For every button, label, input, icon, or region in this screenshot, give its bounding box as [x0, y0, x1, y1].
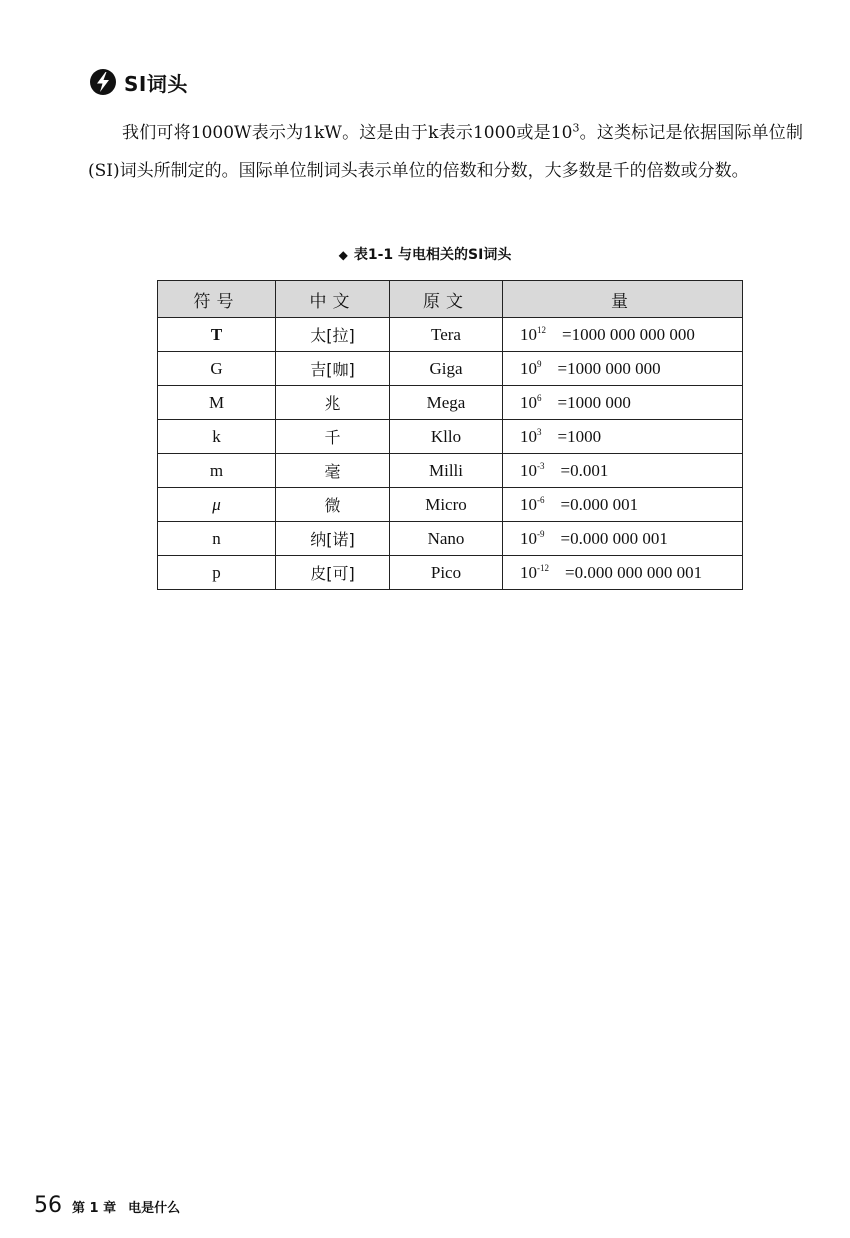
power-base: 10 — [520, 494, 537, 514]
lightning-bolt-icon — [88, 67, 118, 97]
caption-text: 表1-1 与电相关的SI词头 — [353, 247, 512, 263]
cell-quantity — [503, 352, 743, 386]
power-exponent: 12 — [537, 324, 546, 335]
power-base: 10 — [520, 324, 537, 344]
cell-symbol: m — [158, 454, 276, 488]
power-base: 10 — [520, 358, 537, 378]
table-row — [158, 454, 743, 488]
table-row — [158, 488, 743, 522]
cell-quantity — [503, 454, 743, 488]
table-caption — [0, 244, 850, 264]
section-heading — [88, 62, 188, 102]
cell-original: Tera — [390, 318, 503, 352]
cell-chinese: 吉[咖] — [276, 352, 390, 386]
quantity-value: =0.000 000 000 001 — [565, 562, 703, 582]
quantity-value: =0.000 000 001 — [560, 528, 668, 548]
cell-chinese: 千 — [276, 420, 390, 454]
cell-original: Micro — [390, 488, 503, 522]
cell-chinese: 皮[可] — [276, 556, 390, 590]
cell-original: Nano — [390, 522, 503, 556]
power-exponent: 3 — [537, 426, 542, 437]
cell-original: Mega — [390, 386, 503, 420]
cell-quantity — [503, 420, 743, 454]
cell-symbol: M — [158, 386, 276, 420]
cell-chinese: 微 — [276, 488, 390, 522]
cell-symbol: μ — [158, 488, 276, 522]
cell-chinese: 毫 — [276, 454, 390, 488]
cell-quantity — [503, 318, 743, 352]
header-quantity: 量 — [503, 281, 743, 318]
power-base: 10 — [520, 392, 537, 412]
chapter-label: 第 1 章 — [72, 1201, 117, 1216]
cell-symbol: p — [158, 556, 276, 590]
power-base: 10 — [520, 562, 537, 582]
table-row — [158, 420, 743, 454]
cell-chinese: 太[拉] — [276, 318, 390, 352]
power-exponent: 9 — [537, 358, 542, 369]
table-row — [158, 318, 743, 352]
chapter-title: 电是什么 — [128, 1201, 181, 1216]
cell-quantity — [503, 488, 743, 522]
quantity-value: =1000 000 — [557, 392, 631, 412]
cell-quantity — [503, 522, 743, 556]
cell-original: Giga — [390, 352, 503, 386]
page-footer — [34, 1193, 180, 1218]
quantity-value: =1000 000 000 — [557, 358, 661, 378]
table-row — [158, 556, 743, 590]
cell-chinese: 纳[诺] — [276, 522, 390, 556]
power-exponent: -6 — [537, 494, 545, 505]
cell-quantity — [503, 556, 743, 590]
power-exponent: -3 — [537, 460, 545, 471]
cell-symbol: T — [158, 318, 276, 352]
power-exponent: -9 — [537, 528, 545, 539]
cell-chinese: 兆 — [276, 386, 390, 420]
header-chinese: 中文 — [276, 281, 390, 318]
table-row — [158, 352, 743, 386]
power-base: 10 — [520, 460, 537, 480]
cell-symbol: n — [158, 522, 276, 556]
quantity-value: =0.000 001 — [560, 494, 639, 514]
section-title: SI词头 — [124, 71, 188, 96]
cell-quantity — [503, 386, 743, 420]
body-text-part1: 我们可将1000W表示为1kW。这是由于k表示1000或是10 — [122, 123, 573, 143]
caption-diamond-icon: ◆ — [338, 248, 348, 262]
body-text-part2: 。这类标记是依据国际单位制(SI)词头所制定的。国际单位制词头表示单位的倍数和分数，大多数是千的倍数或分数。 — [88, 123, 804, 181]
cell-original: Milli — [390, 454, 503, 488]
quantity-value: =1000 000 000 000 — [562, 324, 695, 344]
body-exponent: 3 — [572, 121, 580, 135]
power-exponent: -12 — [537, 562, 549, 573]
cell-original: Pico — [390, 556, 503, 590]
cell-original: Kllo — [390, 420, 503, 454]
page-number: 56 — [34, 1193, 62, 1218]
table-row — [158, 522, 743, 556]
table-header-row — [158, 281, 743, 318]
quantity-value: =0.001 — [560, 460, 609, 480]
power-base: 10 — [520, 426, 537, 446]
header-symbol: 符号 — [158, 281, 276, 318]
cell-symbol: k — [158, 420, 276, 454]
cell-symbol: G — [158, 352, 276, 386]
power-exponent: 6 — [537, 392, 542, 403]
header-original: 原文 — [390, 281, 503, 318]
si-prefix-table — [157, 280, 743, 590]
table-row — [158, 386, 743, 420]
quantity-value: =1000 — [557, 426, 602, 446]
body-paragraph — [88, 114, 803, 190]
power-base: 10 — [520, 528, 537, 548]
